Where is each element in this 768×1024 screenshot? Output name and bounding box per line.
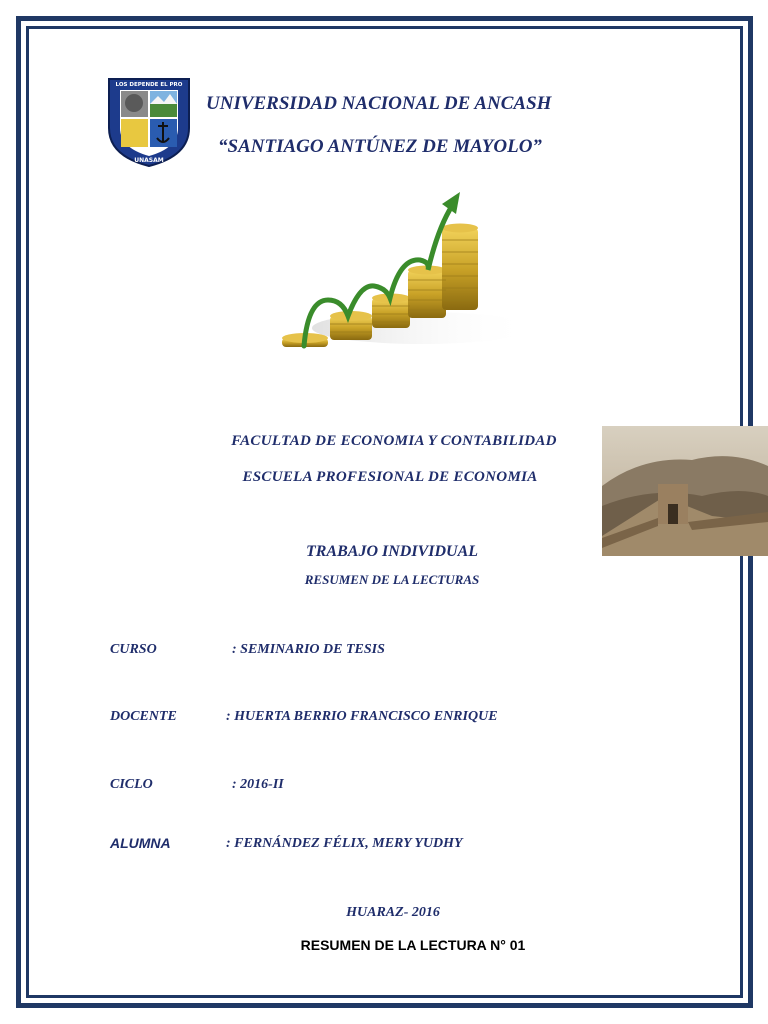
- cycle-label: CICLO: [110, 777, 153, 792]
- course-label: CURSO: [110, 642, 157, 657]
- teacher-label: DOCENTE: [110, 709, 177, 724]
- university-crest-logo: [106, 76, 192, 168]
- crest-top-text: LOS DEPENDE EL PRO: [115, 82, 183, 88]
- work-subtitle: RESUMEN DE LA LECTURAS: [304, 572, 480, 587]
- faculty-name: FACULTAD DE ECONOMIA Y CONTABILIDAD: [231, 433, 557, 449]
- cycle-value: : 2016-II: [232, 777, 284, 792]
- place-date: HUARAZ- 2016: [346, 905, 440, 920]
- footer-title: RESUMEN DE LA LECTURA N° 01: [300, 937, 526, 953]
- student-label: ALUMNA: [110, 835, 171, 851]
- university-subtitle: “SANTIAGO ANTÚNEZ DE MAYOLO”: [218, 136, 542, 157]
- university-name: UNIVERSIDAD NACIONAL DE ANCASH: [206, 93, 552, 114]
- coins-growth-image: [272, 188, 534, 368]
- school-name: ESCUELA PROFESIONAL DE ECONOMIA: [242, 469, 538, 485]
- work-type: TRABAJO INDIVIDUAL: [305, 543, 479, 560]
- student-value: : FERNÁNDEZ FÉLIX, MERY YUDHY: [226, 836, 463, 851]
- crest-bottom-text: UNASAM: [134, 157, 164, 164]
- teacher-value: : HUERTA BERRIO FRANCISCO ENRIQUE: [226, 709, 498, 724]
- course-value: : SEMINARIO DE TESIS: [232, 642, 385, 657]
